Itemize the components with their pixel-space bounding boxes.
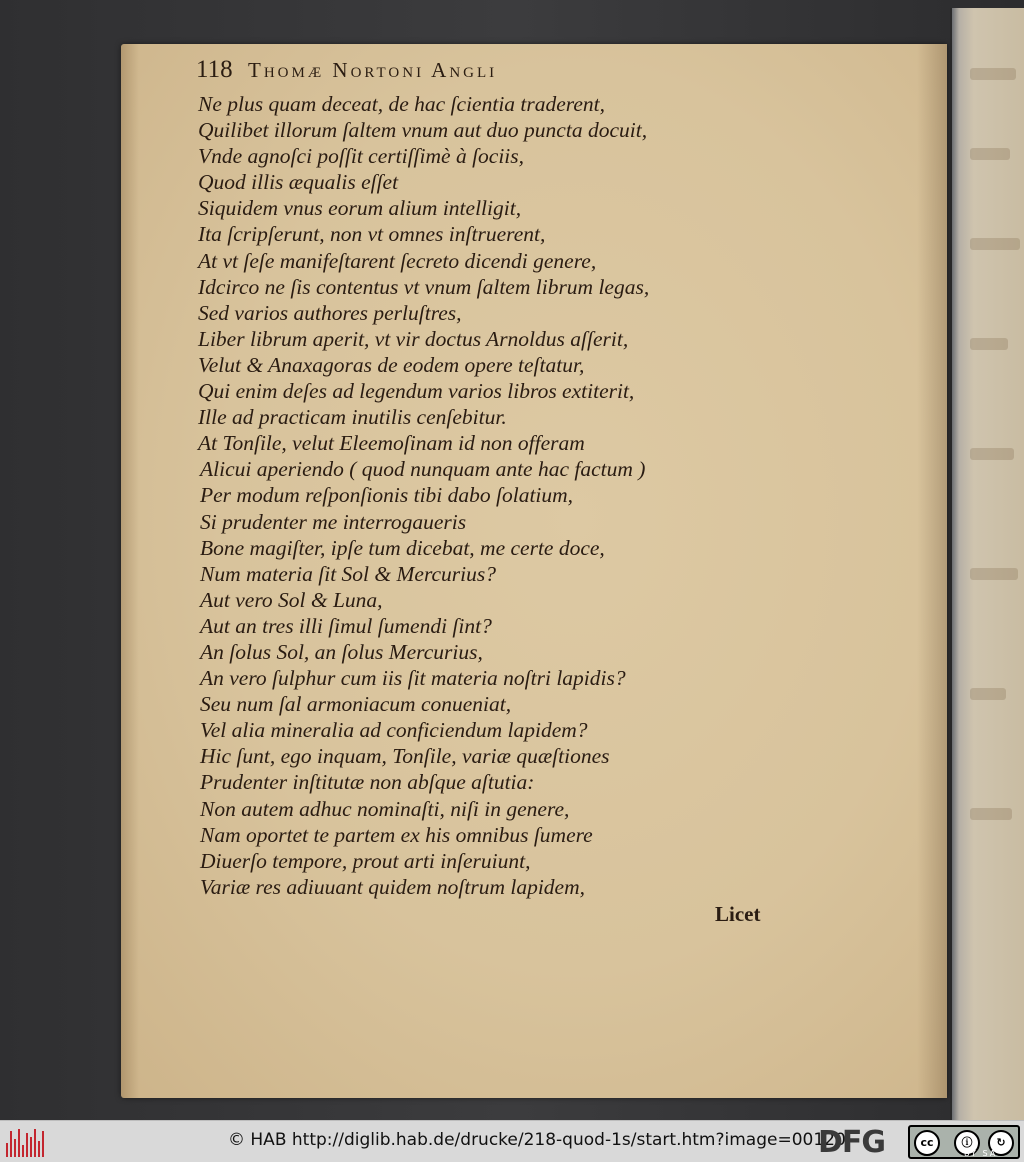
verse-line: Idcirco ne ſis contentus vt vnum ſaltem librum legas, [198,274,650,299]
bleed-through-line [970,68,1016,80]
verse-line: Siquidem vnus eorum alium intelligit, [198,196,522,221]
verse-line: Aut vero Sol & Luna, [200,587,383,612]
verse-line: Vnde agnoſci poſſit certiſſimè à ſociis, [198,144,525,169]
verse-line: Alicui aperiendo ( quod nunquam ante hac factum ) [200,457,646,482]
verse-line: Ne plus quam deceat, de hac ſcientia traderent, [198,92,606,116]
bleed-through-line [970,338,1008,350]
verse-line: Ita ſcripſerunt, non vt omnes inſtruerent, [198,222,546,247]
verse-line: At Tonſile, velut Eleemoſinam id non offeram [198,431,585,456]
verse-text-block [198,91,818,900]
verse-line: At vt ſeſe manifeſtarent ſecreto dicendi genere, [198,248,597,273]
footer-bar [0,1120,1024,1162]
bleed-through-line [970,448,1014,460]
share-alike-icon: ↻ [988,1130,1014,1156]
logo-bar [30,1137,32,1157]
verse-line: Prudenter inſtitutæ non abſque aſtutia: [200,770,535,795]
verse-line: Liber librum aperit, vt vir doctus Arnoldus aſſerit, [198,326,629,351]
hab-library-logo[interactable] [6,1127,46,1157]
dfg-logo[interactable]: DFG [818,1125,886,1160]
running-title: Thomæ Nortoni Angli [248,58,498,82]
logo-bar [18,1129,20,1157]
logo-bar [6,1143,8,1157]
verse-line: Si prudenter me interrogaueris [200,509,467,534]
verse-line: Ille ad practicam inutilis cenſebitur. [198,405,507,430]
logo-bar [22,1145,24,1157]
verse-line: An ſolus Sol, an ſolus Mercurius, [200,639,483,664]
verse-line: Seu num ſal armoniacum conueniat, [200,692,512,717]
sa-label: SA [982,1149,998,1158]
logo-bar [42,1131,44,1157]
verse-line: Bone magiſter, ipſe tum dicebat, me certe doce, [200,535,605,560]
verse-line: Variæ res adiuuant quidem noſtrum lapidem, [200,874,586,899]
verse-line: Aut an tres illi ſimul ſumendi ſint? [200,613,492,638]
bleed-through-line [970,238,1020,250]
logo-bar [14,1139,16,1157]
bleed-through-line [970,148,1010,160]
verse-line: Nam oportet te partem ex his omnibus ſumere [200,822,593,847]
verse-line: An vero ſulphur cum iis ſit materia noſtri lapidis? [200,666,626,691]
verse-line: Diuerſo tempore, prout arti inſeruiunt, [200,848,531,873]
by-label: BY [964,1149,978,1158]
bleed-through-line [970,808,1012,820]
source-credit-link[interactable]: © HAB http://diglib.hab.de/drucke/218-quod-1s/start.htm?image=00120 [228,1130,846,1150]
verse-line: Non autem adhuc nominaſti, niſi in genere, [200,796,570,821]
verse-line: Quod illis æqualis eſſet [198,170,399,195]
logo-bar [38,1141,40,1157]
verse-line: Vel alia mineralia ad conficiendum lapidem? [200,718,588,743]
logo-bar [34,1129,36,1157]
verse-line: Qui enim deſes ad legendum varios libros extiterit, [198,379,635,404]
page-number: 118 [196,56,233,83]
catchword: Licet [715,902,761,926]
running-head [196,56,836,90]
verse-line: Hic ſunt, ego inquam, Tonſile, variæ quæſtiones [200,744,610,769]
logo-bar [10,1131,12,1157]
license-label [964,1149,997,1158]
verse-line: Per modum reſponſionis tibi dabo ſolatium, [200,483,574,508]
bleed-through-line [970,568,1018,580]
verse-line: Num materia ſit Sol & Mercurius? [200,561,497,586]
cc-license-badge[interactable] [908,1125,1020,1159]
cc-icon: cc [914,1130,940,1156]
by-attribution-icon: ⓘ [954,1130,980,1156]
logo-bar [26,1133,28,1157]
bleed-through-line [970,688,1006,700]
verse-line: Quilibet illorum ſaltem vnum aut duo puncta docuit, [198,118,648,143]
verse-line: Sed varios authores perluſtres, [198,300,462,325]
verse-line: Velut & Anaxagoras de eodem opere teſtatur, [198,352,585,377]
next-page-edge [950,8,1024,1120]
